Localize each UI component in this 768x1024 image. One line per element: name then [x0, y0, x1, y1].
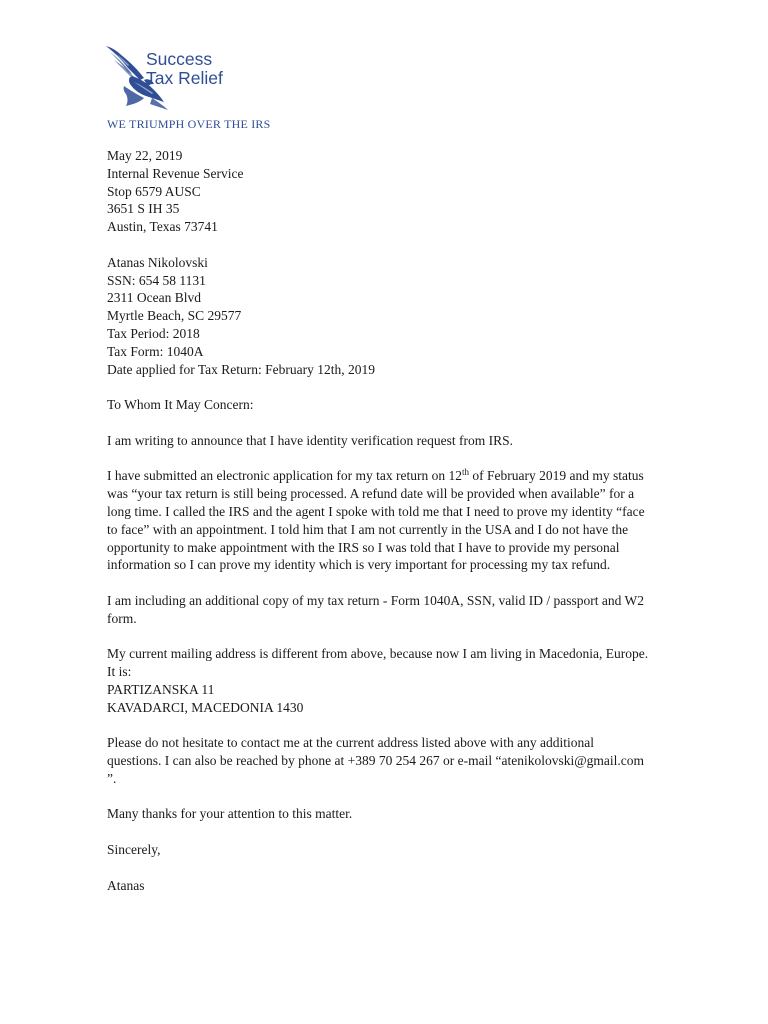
recipient-org: Internal Revenue Service — [107, 165, 244, 181]
paragraph-3 — [107, 592, 717, 628]
paragraph-2 — [107, 467, 717, 574]
closing: Sincerely, — [107, 842, 161, 858]
paragraph-6: Many thanks for your attention to this matter. — [107, 806, 353, 822]
paragraph-5-line-2: questions. I can also be reached by phone at +389 70 254 267 or e-mail “atenikolovski@gmail.com — [107, 753, 645, 769]
logo-line-1: Success — [146, 49, 213, 69]
paragraph-2-line-2: was “your tax return is still being processed. A refund date will be provided when available” for a — [107, 486, 635, 502]
paragraph-2-line-1: I have submitted an electronic application for my tax return on 12th of February 2019 and my status — [107, 467, 644, 484]
paragraph-4-line-1: My current mailing address is different from above, because now I am living in Macedonia, Europe. — [107, 646, 649, 662]
paragraph-1: I am writing to announce that I have identity verification request from IRS. — [107, 432, 514, 448]
signature: Atanas — [107, 877, 145, 893]
logo-line-2: Tax Relief — [146, 68, 223, 88]
sender-info — [107, 254, 717, 379]
sender-date-applied: Date applied for Tax Return: February 12th, 2019 — [107, 361, 375, 377]
paragraph-5 — [107, 734, 717, 787]
company-tagline: WE TRIUMPH OVER THE IRS — [107, 117, 271, 131]
sender-street: 2311 Ocean Blvd — [107, 290, 201, 306]
recipient-city: Austin, Texas 73741 — [107, 219, 218, 235]
sender-name: Atanas Nikolovski — [107, 254, 208, 270]
sender-ssn: SSN: 654 58 1131 — [107, 272, 206, 288]
paragraph-2-line-6: information so I can prove my identity which is very important for processing my tax refund. — [107, 557, 611, 573]
paragraph-3-line-2: form. — [107, 610, 137, 626]
salutation: To Whom It May Concern: — [107, 397, 254, 413]
paragraph-2-line-3: long time. I called the IRS and the agent I spoke with told me that I need to prove my identity “face — [107, 503, 645, 519]
mailing-address-city: KAVADARCI, MACEDONIA 1430 — [107, 699, 304, 715]
recipient-address — [107, 147, 717, 236]
paragraph-2-line-4: to face” with an appointment. I told him that I am not currently in the USA and I do not have the — [107, 521, 629, 537]
paragraph-4 — [107, 645, 717, 716]
recipient-street: 3651 S IH 35 — [107, 201, 180, 217]
mailing-address-street: PARTIZANSKA 11 — [107, 681, 215, 697]
paragraph-5-line-3: ”. — [107, 770, 117, 786]
recipient-stop: Stop 6579 AUSC — [107, 183, 201, 199]
sender-tax-period: Tax Period: 2018 — [107, 325, 200, 341]
sender-tax-form: Tax Form: 1040A — [107, 343, 204, 359]
company-logo — [104, 42, 304, 112]
paragraph-4-line-2: It is: — [107, 664, 132, 680]
letter-body — [107, 147, 717, 912]
ordinal-suffix: th — [462, 467, 470, 478]
logo-wordmark — [146, 50, 223, 88]
paragraph-5-line-1: Please do not hesitate to contact me at the current address listed above with any additional — [107, 735, 594, 751]
paragraph-2-line-5: opportunity to make appointment with the IRS so I was told that I have to provide my personal — [107, 539, 620, 555]
letter-date: May 22, 2019 — [107, 148, 183, 163]
paragraph-3-line-1: I am including an additional copy of my tax return - Form 1040A, SSN, valid ID / passport and W2 — [107, 592, 645, 608]
sender-city: Myrtle Beach, SC 29577 — [107, 308, 242, 324]
